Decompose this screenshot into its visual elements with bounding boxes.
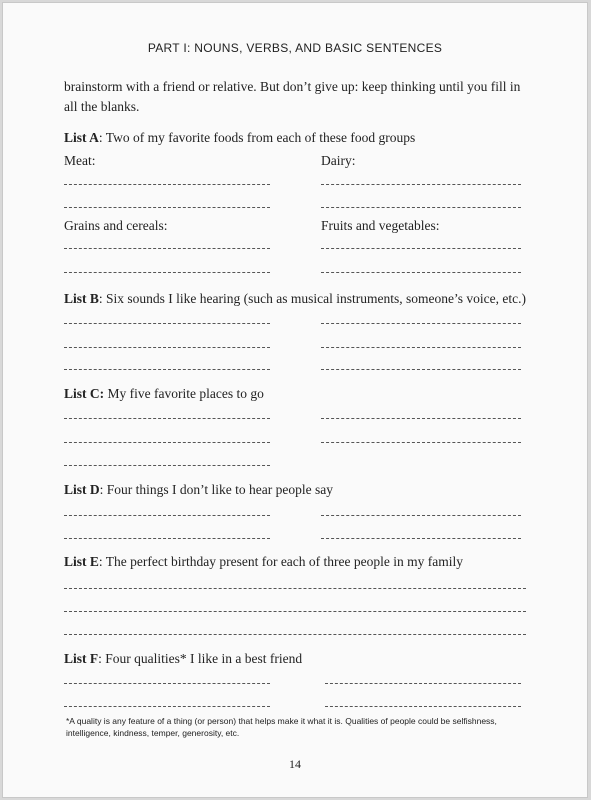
- list-c-label: List C:: [64, 386, 105, 401]
- list-b-title: [64, 291, 526, 307]
- list-c-blank-5[interactable]: [64, 465, 270, 466]
- list-d-label: List D: [64, 482, 100, 497]
- list-c-blank-4[interactable]: [321, 442, 521, 443]
- meat-blank-1[interactable]: [64, 184, 270, 185]
- dairy-blank-1[interactable]: [321, 184, 521, 185]
- list-d-blank-4[interactable]: [321, 538, 521, 539]
- list-e-label: List E: [64, 554, 99, 569]
- grains-blank-2[interactable]: [64, 272, 270, 273]
- list-f-blank-3[interactable]: [64, 706, 270, 707]
- list-c-title: [64, 386, 264, 402]
- list-b-blank-6[interactable]: [321, 369, 521, 370]
- list-b-label: List B: [64, 291, 99, 306]
- list-e-title: [64, 554, 463, 570]
- list-b-text: : Six sounds I like hearing (such as musical instruments, someone’s voice, etc.): [98, 291, 526, 306]
- footnote: *A quality is any feature of a thing (or person) that helps make it what it is. Qualities of people could be selfishness, intelligence, kindness, temper, generosity, etc.: [66, 716, 497, 738]
- list-b-blank-5[interactable]: [64, 369, 270, 370]
- list-d-blank-1[interactable]: [64, 515, 270, 516]
- list-d-text: : Four things I don’t like to hear people say: [99, 482, 333, 497]
- list-c-blank-1[interactable]: [64, 418, 270, 419]
- list-f-label: List F: [64, 651, 99, 666]
- worksheet-page: [2, 2, 588, 798]
- list-d-title: [64, 482, 333, 498]
- fruits-label: Fruits and vegetables:: [321, 218, 440, 233]
- list-d-blank-2[interactable]: [321, 515, 521, 516]
- list-a-label: List A: [64, 130, 99, 145]
- list-a-text: : Two of my favorite foods from each of these food groups: [98, 130, 416, 145]
- list-e-blank-3[interactable]: [64, 634, 526, 635]
- list-f-title: [64, 651, 302, 667]
- meat-label: Meat:: [64, 153, 96, 168]
- list-b-blank-4[interactable]: [321, 347, 521, 348]
- list-f-blank-1[interactable]: [64, 683, 270, 684]
- grains-label: Grains and cereals:: [64, 218, 168, 233]
- fruits-blank-2[interactable]: [321, 272, 521, 273]
- list-a-title: [64, 130, 415, 146]
- fruits-blank-1[interactable]: [321, 248, 521, 249]
- list-e-text: : The perfect birthday present for each of three people in my family: [98, 554, 463, 569]
- list-e-blank-1[interactable]: [64, 588, 526, 589]
- page-number: 14: [289, 757, 301, 771]
- grains-blank-1[interactable]: [64, 248, 270, 249]
- list-b-blank-2[interactable]: [321, 323, 521, 324]
- page-header: PART I: NOUNS, VERBS, AND BASIC SENTENCES: [147, 41, 443, 55]
- list-c-blank-2[interactable]: [321, 418, 521, 419]
- list-e-blank-2[interactable]: [64, 611, 526, 612]
- meat-blank-2[interactable]: [64, 207, 270, 208]
- list-f-text: : Four qualities* I like in a best friend: [98, 651, 303, 666]
- list-d-blank-3[interactable]: [64, 538, 270, 539]
- list-b-blank-1[interactable]: [64, 323, 270, 324]
- list-f-blank-2[interactable]: [325, 683, 521, 684]
- list-c-text: My five favorite places to go: [104, 386, 264, 401]
- dairy-blank-2[interactable]: [321, 207, 521, 208]
- intro-paragraph: brainstorm with a friend or relative. But don’t give up: keep thinking until you fill in all the blanks.: [64, 79, 521, 114]
- list-b-blank-3[interactable]: [64, 347, 270, 348]
- list-c-blank-3[interactable]: [64, 442, 270, 443]
- list-f-blank-4[interactable]: [325, 706, 521, 707]
- dairy-label: Dairy:: [321, 153, 356, 168]
